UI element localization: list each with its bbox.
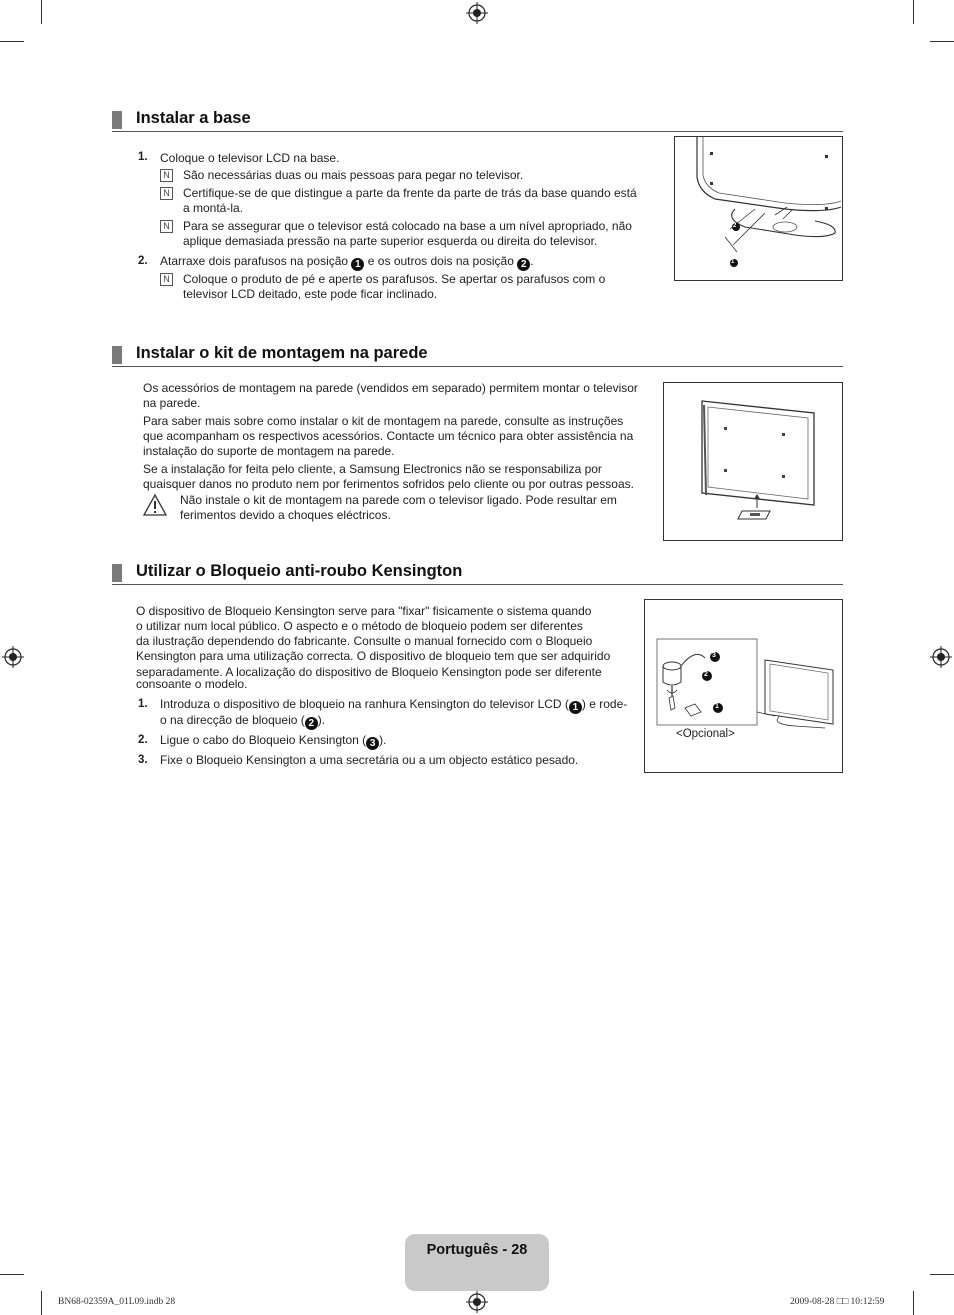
paragraph-line: instalação do suporte de montagem na parede.: [143, 444, 395, 458]
note-text: Coloque o produto de pé e aperte os parafusos. Se apertar os parafusos com o: [183, 272, 606, 286]
marker-1-icon: 1: [351, 258, 364, 271]
step-text-part: o na direcção de bloqueio (: [160, 713, 305, 727]
note-text: São necessárias duas ou mais pessoas para pegar no televisor.: [183, 168, 524, 182]
section-bar: [112, 111, 122, 129]
crop-mark: [0, 41, 24, 42]
wall-mount-illustration: [664, 383, 842, 540]
marker-3-icon: 3: [366, 737, 379, 750]
section-bar: [112, 346, 122, 364]
marker-2-icon: 2: [517, 258, 530, 271]
note-text: televisor LCD deitado, este pode ficar inclinado.: [183, 287, 438, 301]
page-number-tab: [405, 1234, 549, 1291]
paragraph-line: o utilizar num local público. O aspecto e o método de bloqueio podem ser diferentes: [136, 619, 583, 633]
section-title: Utilizar o Bloqueio anti-roubo Kensington: [136, 562, 463, 580]
step-text: [160, 733, 387, 750]
note-icon: N: [160, 169, 173, 182]
note-text: a montá-la.: [183, 201, 244, 215]
warning-text: Não instale o kit de montagem na parede com o televisor ligado. Pode resultar em: [180, 493, 617, 507]
crop-mark: [930, 41, 954, 42]
paragraph-line: O dispositivo de Bloqueio Kensington serve para "fixar" fisicamente o sistema quando: [136, 604, 592, 618]
crop-mark: [913, 0, 914, 24]
figure-marker: 3: [712, 652, 716, 659]
section-header-wall: [112, 344, 843, 367]
figure-wall-mount: [663, 382, 843, 541]
step-number: 1.: [138, 151, 148, 163]
note-text: aplique demasiada pressão na parte superior esquerda ou direita do televisor.: [183, 234, 598, 248]
section-header-kensington: [112, 562, 843, 585]
section-header-base: [112, 109, 843, 132]
paragraph-line: consoante o modelo.: [136, 677, 248, 691]
marker-2-icon: 2: [305, 717, 318, 730]
step-text-part: ) e rode-: [581, 697, 628, 711]
registration-mark-icon: [2, 646, 24, 668]
step-text: Coloque o televisor LCD na base.: [160, 151, 340, 165]
step-number: 2.: [138, 734, 148, 746]
step-text-part: .: [530, 254, 534, 268]
section-title: Instalar a base: [136, 109, 251, 127]
step-text: [160, 254, 534, 271]
step-number: 2.: [138, 255, 148, 267]
step-text-part: Atarraxe dois parafusos na posição: [160, 254, 349, 268]
warning-triangle-icon: [142, 493, 168, 517]
crop-mark: [930, 1274, 954, 1275]
note-text: Para se assegurar que o televisor está colocado na base a um nível apropriado, não: [183, 219, 632, 233]
registration-mark-icon: [466, 1291, 488, 1313]
print-slug-left: BN68-02359A_01L09.indb 28: [58, 1297, 176, 1307]
step-text: Fixe o Bloqueio Kensington a uma secretária ou a um objecto estático pesado.: [160, 753, 579, 767]
kensington-illustration: [645, 600, 842, 772]
step-text-part: ).: [317, 713, 326, 727]
warning-text: ferimentos devido a choques eléctricos.: [180, 508, 391, 522]
registration-mark-icon: [466, 2, 488, 24]
paragraph-line: Para saber mais sobre como instalar o kit de montagem na parede, consulte as instruções: [143, 414, 624, 428]
crop-mark: [0, 1274, 24, 1275]
section-title: Instalar o kit de montagem na parede: [136, 344, 428, 362]
marker-1-icon: 1: [569, 701, 582, 714]
step-text: [160, 713, 325, 730]
note-text: Certifique-se de que distingue a parte da frente da parte de trás da base quando está: [183, 186, 637, 200]
figure-caption: <Opcional>: [676, 728, 735, 740]
step-text-part: Ligue o cabo do Bloqueio Kensington (: [160, 733, 367, 747]
paragraph-line: que acompanham os respectivos acessórios. Contacte um técnico para obter assistência na: [143, 429, 634, 443]
step-text-part: e os outros dois na posição: [367, 254, 514, 268]
paragraph-line: Os acessórios de montagem na parede (vendidos em separado) permitem montar o televisor: [143, 381, 638, 395]
page-label: Português - 28: [426, 1242, 528, 1258]
section-bar: [112, 564, 122, 582]
note-icon: N: [160, 187, 173, 200]
note-icon: N: [160, 220, 173, 233]
figure-kensington: [644, 599, 843, 773]
paragraph-line: separadamente. A localização do dispositivo de Bloqueio Kensington pode ser diferente: [136, 665, 602, 679]
tv-stand-illustration: [675, 137, 842, 280]
print-slug-right: 2009-08-28 □□ 10:12:59: [790, 1297, 885, 1307]
paragraph-line: Se a instalação for feita pelo cliente, a Samsung Electronics não se responsabiliza por: [143, 462, 602, 476]
step-text: [160, 697, 627, 714]
crop-mark: [41, 1291, 42, 1315]
figure-marker: 2: [733, 223, 737, 229]
step-number: 3.: [138, 754, 148, 766]
paragraph-line: Kensington para uma utilização correcta. O dispositivo de bloqueio tem que ser adquirido: [136, 649, 611, 663]
crop-mark: [41, 0, 42, 24]
registration-mark-icon: [930, 646, 952, 668]
step-text-part: ).: [379, 733, 387, 747]
figure-marker: 1: [731, 259, 735, 265]
step-text-part: Introduza o dispositivo de bloqueio na ranhura Kensington do televisor LCD (: [160, 697, 569, 711]
note-icon: N: [160, 273, 173, 286]
paragraph-line: quaisquer danos no produto nem por ferimentos sofridos pelo cliente ou por outras pessoas.: [143, 477, 634, 491]
figure-marker: 2: [704, 671, 708, 678]
crop-mark: [913, 1291, 914, 1315]
step-number: 1.: [138, 698, 148, 710]
paragraph-line: da ilustração dependendo do fabricante. Consulte o manual fornecido com o Bloqueio: [136, 634, 593, 648]
figure-marker: 1: [715, 703, 719, 710]
paragraph-line: na parede.: [143, 396, 201, 410]
figure-tv-stand: [674, 136, 843, 281]
